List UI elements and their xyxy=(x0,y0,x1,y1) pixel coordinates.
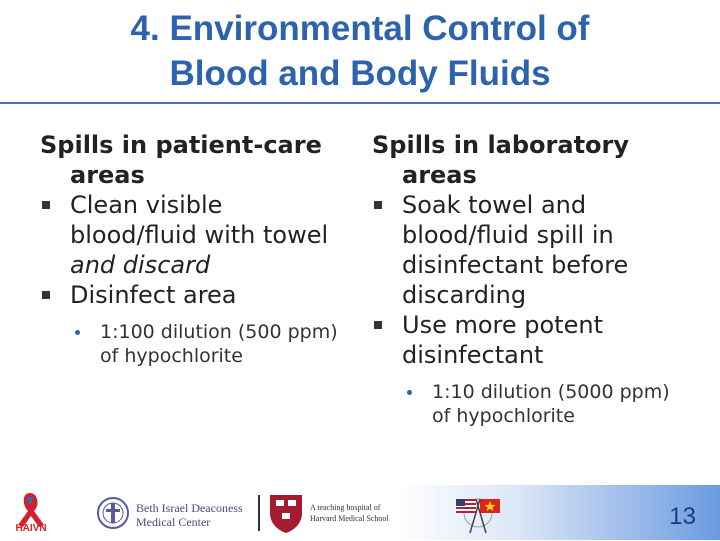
left-sub-bullet-1 xyxy=(40,320,350,368)
right-sub-bullet-list xyxy=(372,380,692,428)
bidmc-name-line-2: Medical Center xyxy=(136,515,211,529)
right-sub-bullet-1-text: 1:10 dilution (5000 ppm) of hypochlorite xyxy=(432,381,670,427)
left-bullet-list xyxy=(40,190,350,310)
page-number: 13 xyxy=(669,503,696,530)
dot-bullet-icon xyxy=(407,390,412,395)
footer-bar xyxy=(0,485,720,540)
square-bullet-icon xyxy=(374,321,382,329)
bidmc-seal-icon xyxy=(96,493,130,533)
hms-line-2: Harvard Medical School xyxy=(310,514,389,523)
right-bullet-1-text: Soak towel and blood/fluid spill in disinfectant before discarding xyxy=(402,191,629,309)
square-bullet-icon xyxy=(42,291,50,299)
haivn-label: HAIVN xyxy=(15,523,47,534)
harvard-logo xyxy=(268,491,418,535)
left-sub-bullet-list xyxy=(40,320,350,368)
left-bullet-2 xyxy=(40,280,350,310)
dot-bullet-icon xyxy=(75,330,80,335)
square-bullet-icon xyxy=(42,201,50,209)
bidmc-logo xyxy=(96,493,251,533)
hms-line-1: A teaching hospital of xyxy=(310,503,381,512)
left-heading: Spills in patient-care areas xyxy=(40,131,322,189)
left-bullet-1-italic: and discard xyxy=(70,251,211,279)
harvard-shield-icon xyxy=(268,491,304,535)
right-heading: Spills in laboratory areas xyxy=(372,131,630,189)
left-bullet-1-text: Clean visible blood/fluid with towel xyxy=(70,191,329,249)
title-line-1: 4. Environmental Control of xyxy=(130,9,590,48)
bidmc-name-line-1: Beth Israel Deaconess xyxy=(136,501,243,515)
title-line-2: Blood and Body Fluids xyxy=(169,54,551,93)
right-bullet-2 xyxy=(372,310,692,370)
left-bullet-1 xyxy=(40,190,350,280)
title-divider xyxy=(0,102,720,104)
flags-emblem xyxy=(452,489,504,537)
square-bullet-icon xyxy=(374,201,382,209)
left-sub-bullet-1-text: 1:100 dilution (500 ppm) of hypochlorite xyxy=(100,321,338,367)
haivn-logo xyxy=(8,489,54,537)
left-bullet-2-text: Disinfect area xyxy=(70,281,237,309)
right-column xyxy=(372,130,692,428)
right-bullet-1 xyxy=(372,190,692,310)
slide-title xyxy=(0,6,720,96)
left-column xyxy=(40,130,350,368)
crossed-flags-icon xyxy=(452,489,504,537)
logo-divider xyxy=(258,495,260,531)
right-bullet-2-text: Use more potent disinfectant xyxy=(402,311,603,369)
right-sub-bullet-1 xyxy=(372,380,692,428)
right-bullet-list xyxy=(372,190,692,370)
